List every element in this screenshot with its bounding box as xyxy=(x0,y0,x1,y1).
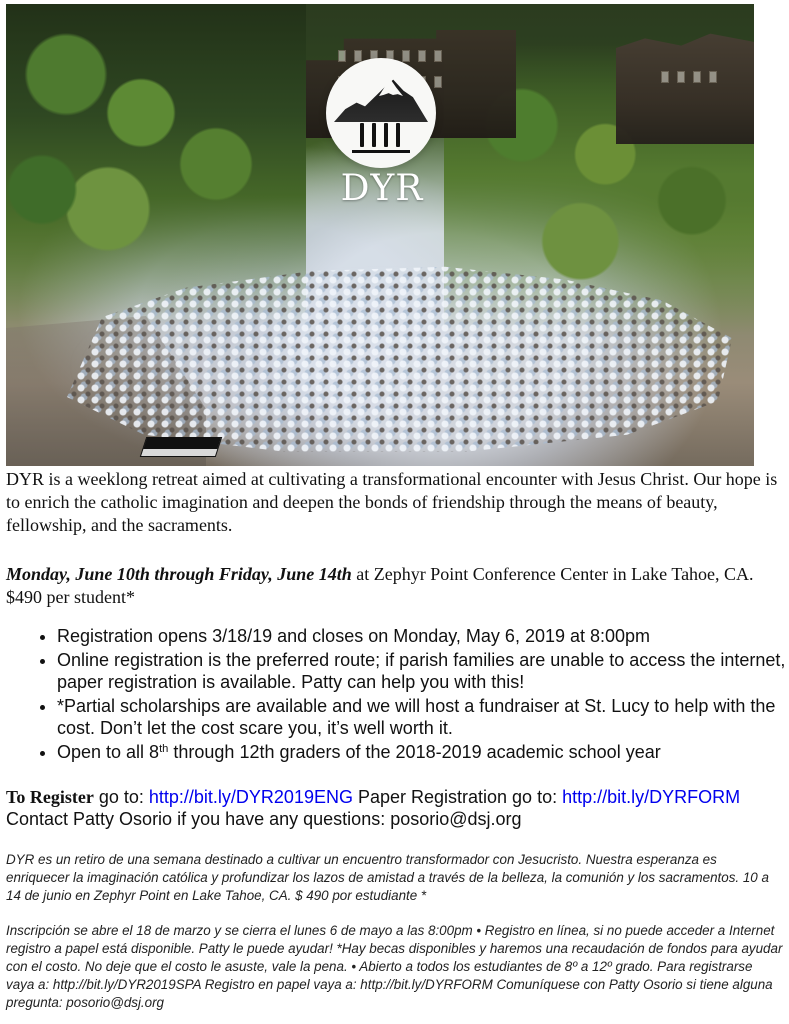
lodge-building-right xyxy=(616,24,754,144)
dyr-logo-icon xyxy=(326,58,436,168)
register-section xyxy=(6,786,783,830)
registration-bullets xyxy=(25,625,789,765)
keyboard-on-stage xyxy=(140,437,222,457)
event-location-price: at Zephyr Point Conference Center in Lake Tahoe, CA. $490 per student* xyxy=(6,564,754,607)
bullet-superscript: th xyxy=(159,742,169,755)
bullet-item: • Online registration is the preferred route; if parish families are unable to access the internet, paper registration is available. Patty can help you with this! xyxy=(57,649,789,693)
bullet-text-suffix: through 12th graders of the 2018-2019 academic school year xyxy=(168,742,661,762)
spanish-paragraph-2: Inscripción se abre el 18 de marzo y se cierra el lunes 6 de mayo a las 8:00pm • Registro en línea, si no puede acceder a Internet registro a papel está disponible. Patty le puede ayudar! *Hay becas disponibles y haremos una recaudación de fondos para ayudar con el costo. No deje que el costo le asuste, vale la pena. • Abierto a todos los estudiantes de 8º a 12º grado. Para registrarse vaya a: http://bit.ly/DYR2019SPA Registro en papel vaya a: http://bit.ly/DYRFORM Comuníquese con Patty Osorio si tiene alguna pregunta: posorio@dsj.org xyxy=(6,923,783,1010)
retreat-group-photo xyxy=(6,4,754,466)
english-registration-link[interactable]: http://bit.ly/DYR2019ENG xyxy=(148,787,353,807)
spanish-paragraph-1: DYR es un retiro de una semana destinado a cultivar un encuentro transformador con Jesucristo. Nuestra esperanza es enriquecer la imaginación católica y profundizar los lazos de amistad a través de la belleza, la comunión y los sacramentos. 10 a 14 de junio en Zephyr Point en Lake Tahoe, CA. $ 490 por estudiante * xyxy=(6,852,769,903)
columns-base xyxy=(352,150,410,153)
paper-registration-link[interactable]: http://bit.ly/DYRFORM xyxy=(562,787,741,807)
building-windows-right xyxy=(661,71,717,83)
paper-registration-text: Paper Registration go to: xyxy=(352,787,563,807)
bullet-text-prefix: Open to all 8 xyxy=(57,742,160,762)
intro-paragraph: DYR is a weeklong retreat aimed at cultivating a transformational encounter with Jesus Christ. Our hope is to enrich the catholic imagination and deepen the bonds of friendship through the means of beauty, fellowship, and the sacraments. xyxy=(6,469,778,535)
register-label: To Register xyxy=(6,787,94,807)
columns-icon xyxy=(355,115,407,151)
logo-text: DYR xyxy=(340,168,424,209)
register-go-to: go to: xyxy=(93,787,149,807)
bullet-item: • Registration opens 3/18/19 and closes on Monday, May 6, 2019 at 8:00pm xyxy=(57,625,789,647)
event-details xyxy=(6,563,783,609)
contact-text: Contact Patty Osorio if you have any questions: posorio@dsj.org xyxy=(6,809,522,829)
bullet-item: • *Partial scholarships are available and we will host a fundraiser at St. Lucy to help with the cost. Don’t let the cost scare you, it’s well worth it. xyxy=(57,695,789,739)
bullet-item xyxy=(57,741,789,763)
event-dates: Monday, June 10th through Friday, June 14th xyxy=(6,564,352,584)
